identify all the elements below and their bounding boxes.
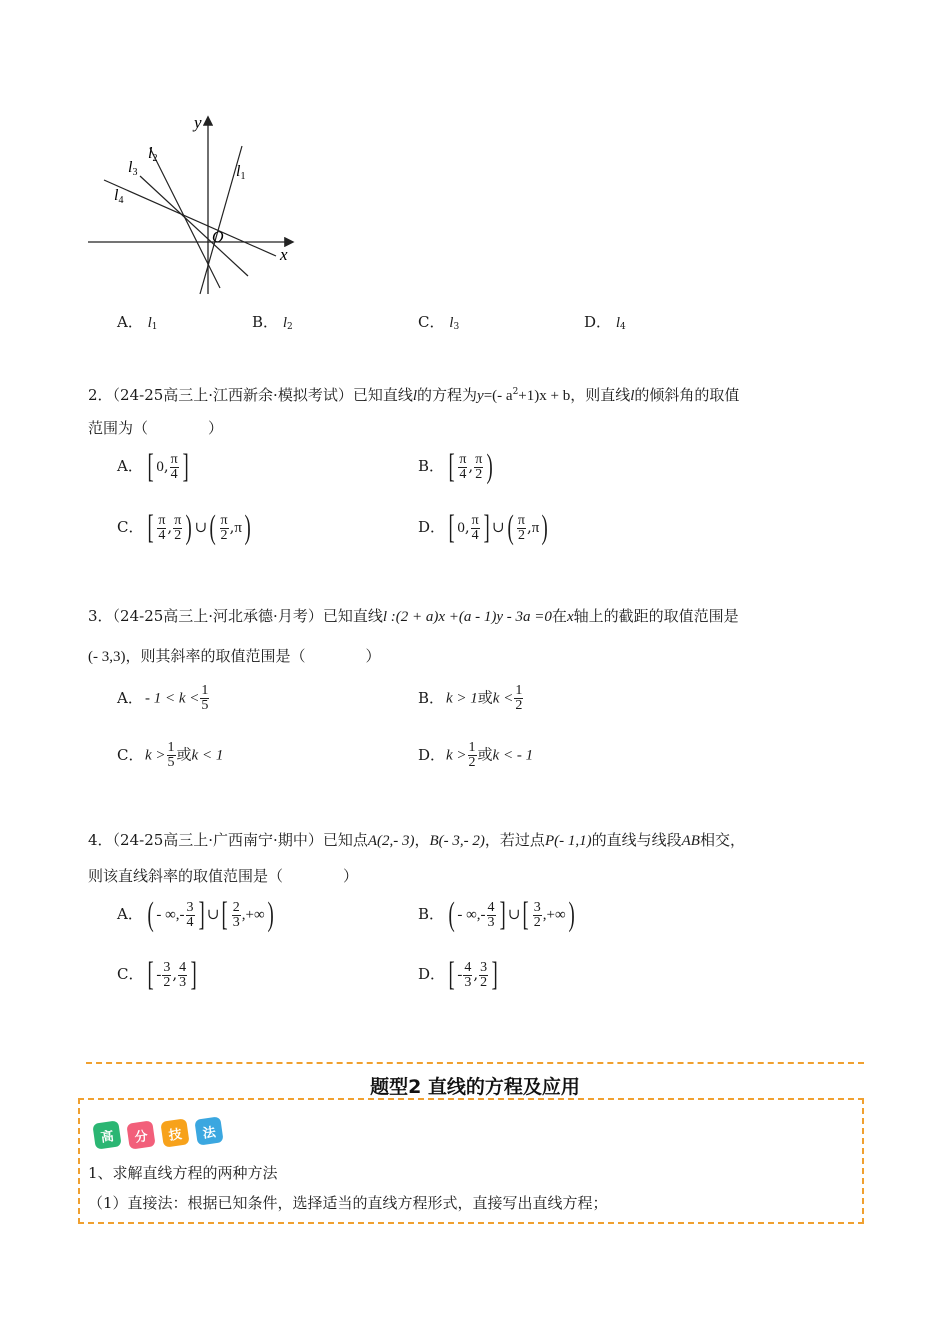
y-axis-label: y <box>194 113 202 132</box>
q3-option-c[interactable]: C． k > $\frac{1}{5}$ 或k < 1 <box>117 740 224 770</box>
line-graph-figure <box>80 108 310 298</box>
origin-label: O <box>212 229 224 246</box>
q4-option-c[interactable]: C． [ - $\frac{3}{2}$ , $\frac{4}{3}$ ] <box>117 956 197 993</box>
tips-badge-group <box>94 1114 224 1154</box>
label-l4: l4 <box>114 187 124 206</box>
badge-ji: 技 <box>160 1118 189 1147</box>
line-l4 <box>104 180 276 256</box>
q3-stem-line1: 3．（24-25高三上·河北承德·月考）已知直线l :(2 + a)x +(a - 1)y - 3a =0在x轴上的截距的取值范围是 <box>88 607 739 625</box>
q4-stem-line1: 4．（24-25高三上·广西南宁·期中）已知点A(2,- 3)，B(- 3,- 2)，若过点P(- 1,1)的直线与线段AB相交， <box>88 831 745 849</box>
section-title: 题型2 直线的方程及应用 <box>370 1076 580 1098</box>
q2-option-b[interactable]: B． [ $\frac{\pi}{4}$ , $\frac{\pi}{2}$ ) <box>418 448 494 485</box>
q2-stem-line1: 2．（24-25高三上·江西新余·模拟考试）已知直线l的方程为y=(- $a^2+1)x + b$，则直线l的倾斜角的取值 <box>88 386 740 404</box>
q3-option-d[interactable]: D．k > $\frac{1}{2}$ 或k < - 1 <box>418 740 534 770</box>
tips-line-2: （1）直接法：根据已知条件，选择适当的直线方程形式，直接写出直线方程； <box>88 1194 608 1212</box>
q1-option-b[interactable]: B． $l_2$ <box>252 313 293 332</box>
q4-option-b[interactable]: B． ( - ∞,- $\frac{4}{3}$ ] ∪[ $\frac{3}{2}$ ,+∞) <box>418 896 575 933</box>
q3-option-b[interactable]: B． k > 1或k < $\frac{1}{2}$ <box>418 683 523 713</box>
tips-line-1: 1、求解直线方程的两种方法 <box>88 1164 278 1182</box>
label-l3: l3 <box>128 159 138 178</box>
badge-fen: 分 <box>126 1120 155 1149</box>
badge-fa: 法 <box>194 1116 223 1145</box>
q1-option-c[interactable]: C． $l_3$ <box>418 313 460 332</box>
q1-option-a[interactable]: A． $l_1$ <box>117 313 158 332</box>
q2-stem-line2: 范围为（ ） <box>88 419 224 437</box>
q4-option-d[interactable]: D． [ - $\frac{4}{3}$ , $\frac{3}{2}$ ] <box>418 956 498 993</box>
label-l2: l2 <box>148 145 158 164</box>
q4-option-a[interactable]: A． ( - ∞,- $\frac{3}{4}$ ] ∪[ $\frac{2}{3}$ ,+∞) <box>117 896 274 933</box>
line-l3 <box>140 176 248 276</box>
badge-gao: 高 <box>92 1120 121 1149</box>
q2-option-a[interactable]: A． [ 0, $\frac{\pi}{4}$ ] <box>117 448 189 485</box>
q2-option-d[interactable]: D． [ 0, $\frac{\pi}{4}$ ] ∪( $\frac{\pi}{2}$ ,π) <box>418 509 549 546</box>
q2-option-c[interactable]: C． [ $\frac{\pi}{4}$ , $\frac{\pi}{2}$ ) ∪( $\frac{\pi}{2}$ ,π) <box>117 509 251 546</box>
q4-stem-line2: 则该直线斜率的取值范围是（ ） <box>88 867 359 885</box>
label-l1: l1 <box>236 163 246 182</box>
q1-option-d[interactable]: D． $l_4$ <box>584 313 626 332</box>
q3-option-a[interactable]: A． - 1 < k < $\frac{1}{5}$ <box>117 683 209 713</box>
x-axis-label: x <box>280 245 288 264</box>
q3-stem-line2: (- 3,3)，则其斜率的取值范围是（ ） <box>88 647 381 665</box>
tips-box <box>78 1098 864 1224</box>
